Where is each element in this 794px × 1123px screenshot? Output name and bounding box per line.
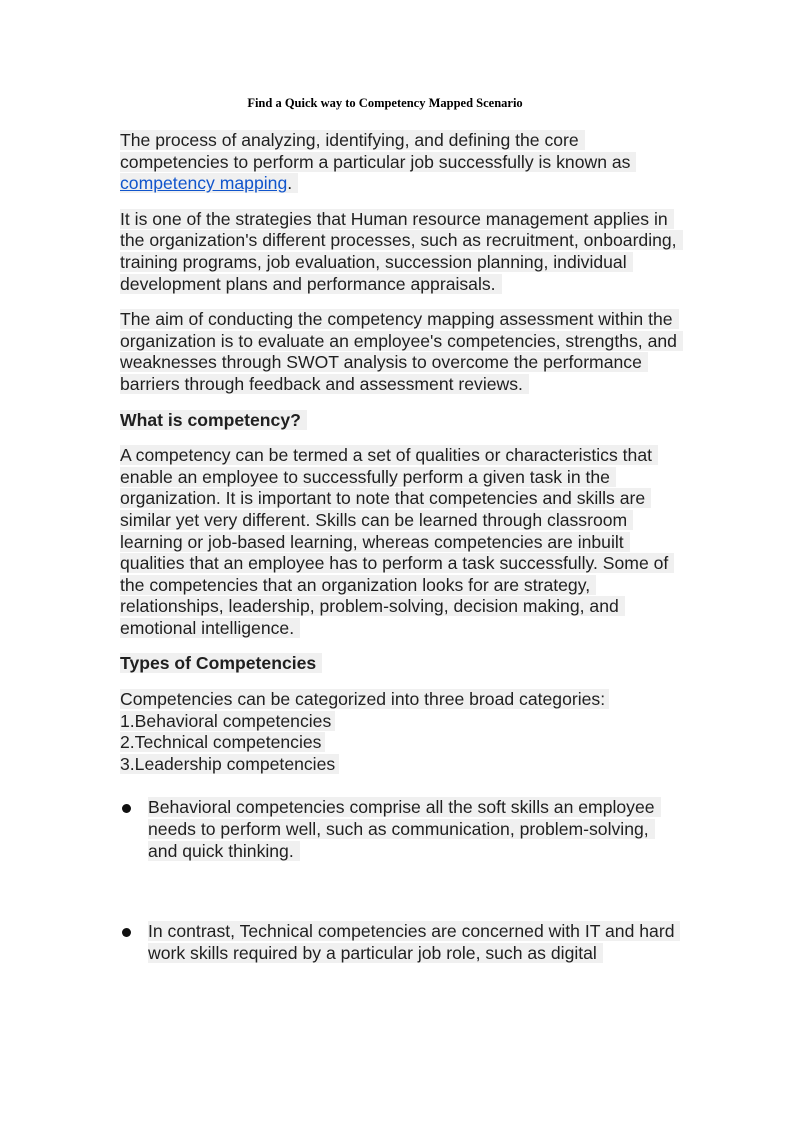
category-item bbox=[120, 754, 680, 776]
category-item bbox=[120, 711, 680, 733]
aim-paragraph bbox=[120, 309, 680, 395]
competency-mapping-link[interactable]: competency mapping bbox=[120, 173, 288, 194]
intro-text bbox=[120, 130, 636, 193]
category-technical: 2.Technical competencies bbox=[120, 732, 325, 752]
document-body bbox=[120, 130, 680, 964]
types-of-competencies-heading bbox=[120, 653, 680, 675]
bullet-dot-icon bbox=[122, 928, 131, 937]
strategies-text: It is one of the strategies that Human resource management applies in the organization's different processes, such as recruitment, onboarding, training programs, job evaluation, succession planning, individual development plans and performance appraisals. bbox=[120, 209, 683, 294]
what-is-competency-heading-text: What is competency? bbox=[120, 410, 307, 430]
competency-bullet-list bbox=[120, 797, 680, 964]
types-of-competencies-heading-text: Types of Competencies bbox=[120, 653, 322, 673]
category-behavioral: 1.Behavioral competencies bbox=[120, 711, 335, 731]
bullet-technical-text: In contrast, Technical competencies are concerned with IT and hard work skills required by a particular job role, such as digital bbox=[148, 921, 680, 963]
competency-definition-paragraph bbox=[120, 445, 680, 639]
categories-intro bbox=[120, 689, 680, 711]
intro-paragraph bbox=[120, 130, 680, 195]
categories-intro-text: Competencies can be categorized into three broad categories: bbox=[120, 689, 609, 709]
bullet-item-behavioral bbox=[120, 797, 680, 862]
document-title: Find a Quick way to Competency Mapped Scenario bbox=[247, 96, 523, 110]
bullet-item-technical bbox=[120, 921, 680, 964]
strategies-paragraph bbox=[120, 209, 680, 295]
competency-definition-text: A competency can be termed a set of qualities or characteristics that enable an employee to successfully perform a given task in the organization. It is important to note that competencies and skills are similar yet very different. Skills can be learned through classroom learning or job-based learning, whereas competencies are inbuilt qualities that an employee has to perform a task successfully. Some of the competencies that an organization looks for are strategy, relationships, leadership, problem-solving, decision making, and emotional intelligence. bbox=[120, 445, 674, 638]
what-is-competency-heading bbox=[120, 410, 680, 432]
intro-text-after-link: . bbox=[287, 173, 293, 194]
categories-block bbox=[120, 689, 680, 775]
bullet-dot-icon bbox=[122, 804, 131, 813]
bullet-behavioral-text: Behavioral competencies comprise all the soft skills an employee needs to perform well, such as communication, problem-solving, and quick thinking. bbox=[148, 797, 661, 860]
category-item bbox=[120, 732, 680, 754]
category-leadership: 3.Leadership competencies bbox=[120, 754, 339, 774]
aim-text: The aim of conducting the competency mapping assessment within the organization is to evaluate an employee's competencies, strengths, and weaknesses through SWOT analysis to overcome the performance barriers through feedback and assessment reviews. bbox=[120, 309, 683, 394]
intro-text-before-link: The process of analyzing, identifying, and defining the core competencies to perform a particular job successfully is known as bbox=[120, 130, 631, 172]
